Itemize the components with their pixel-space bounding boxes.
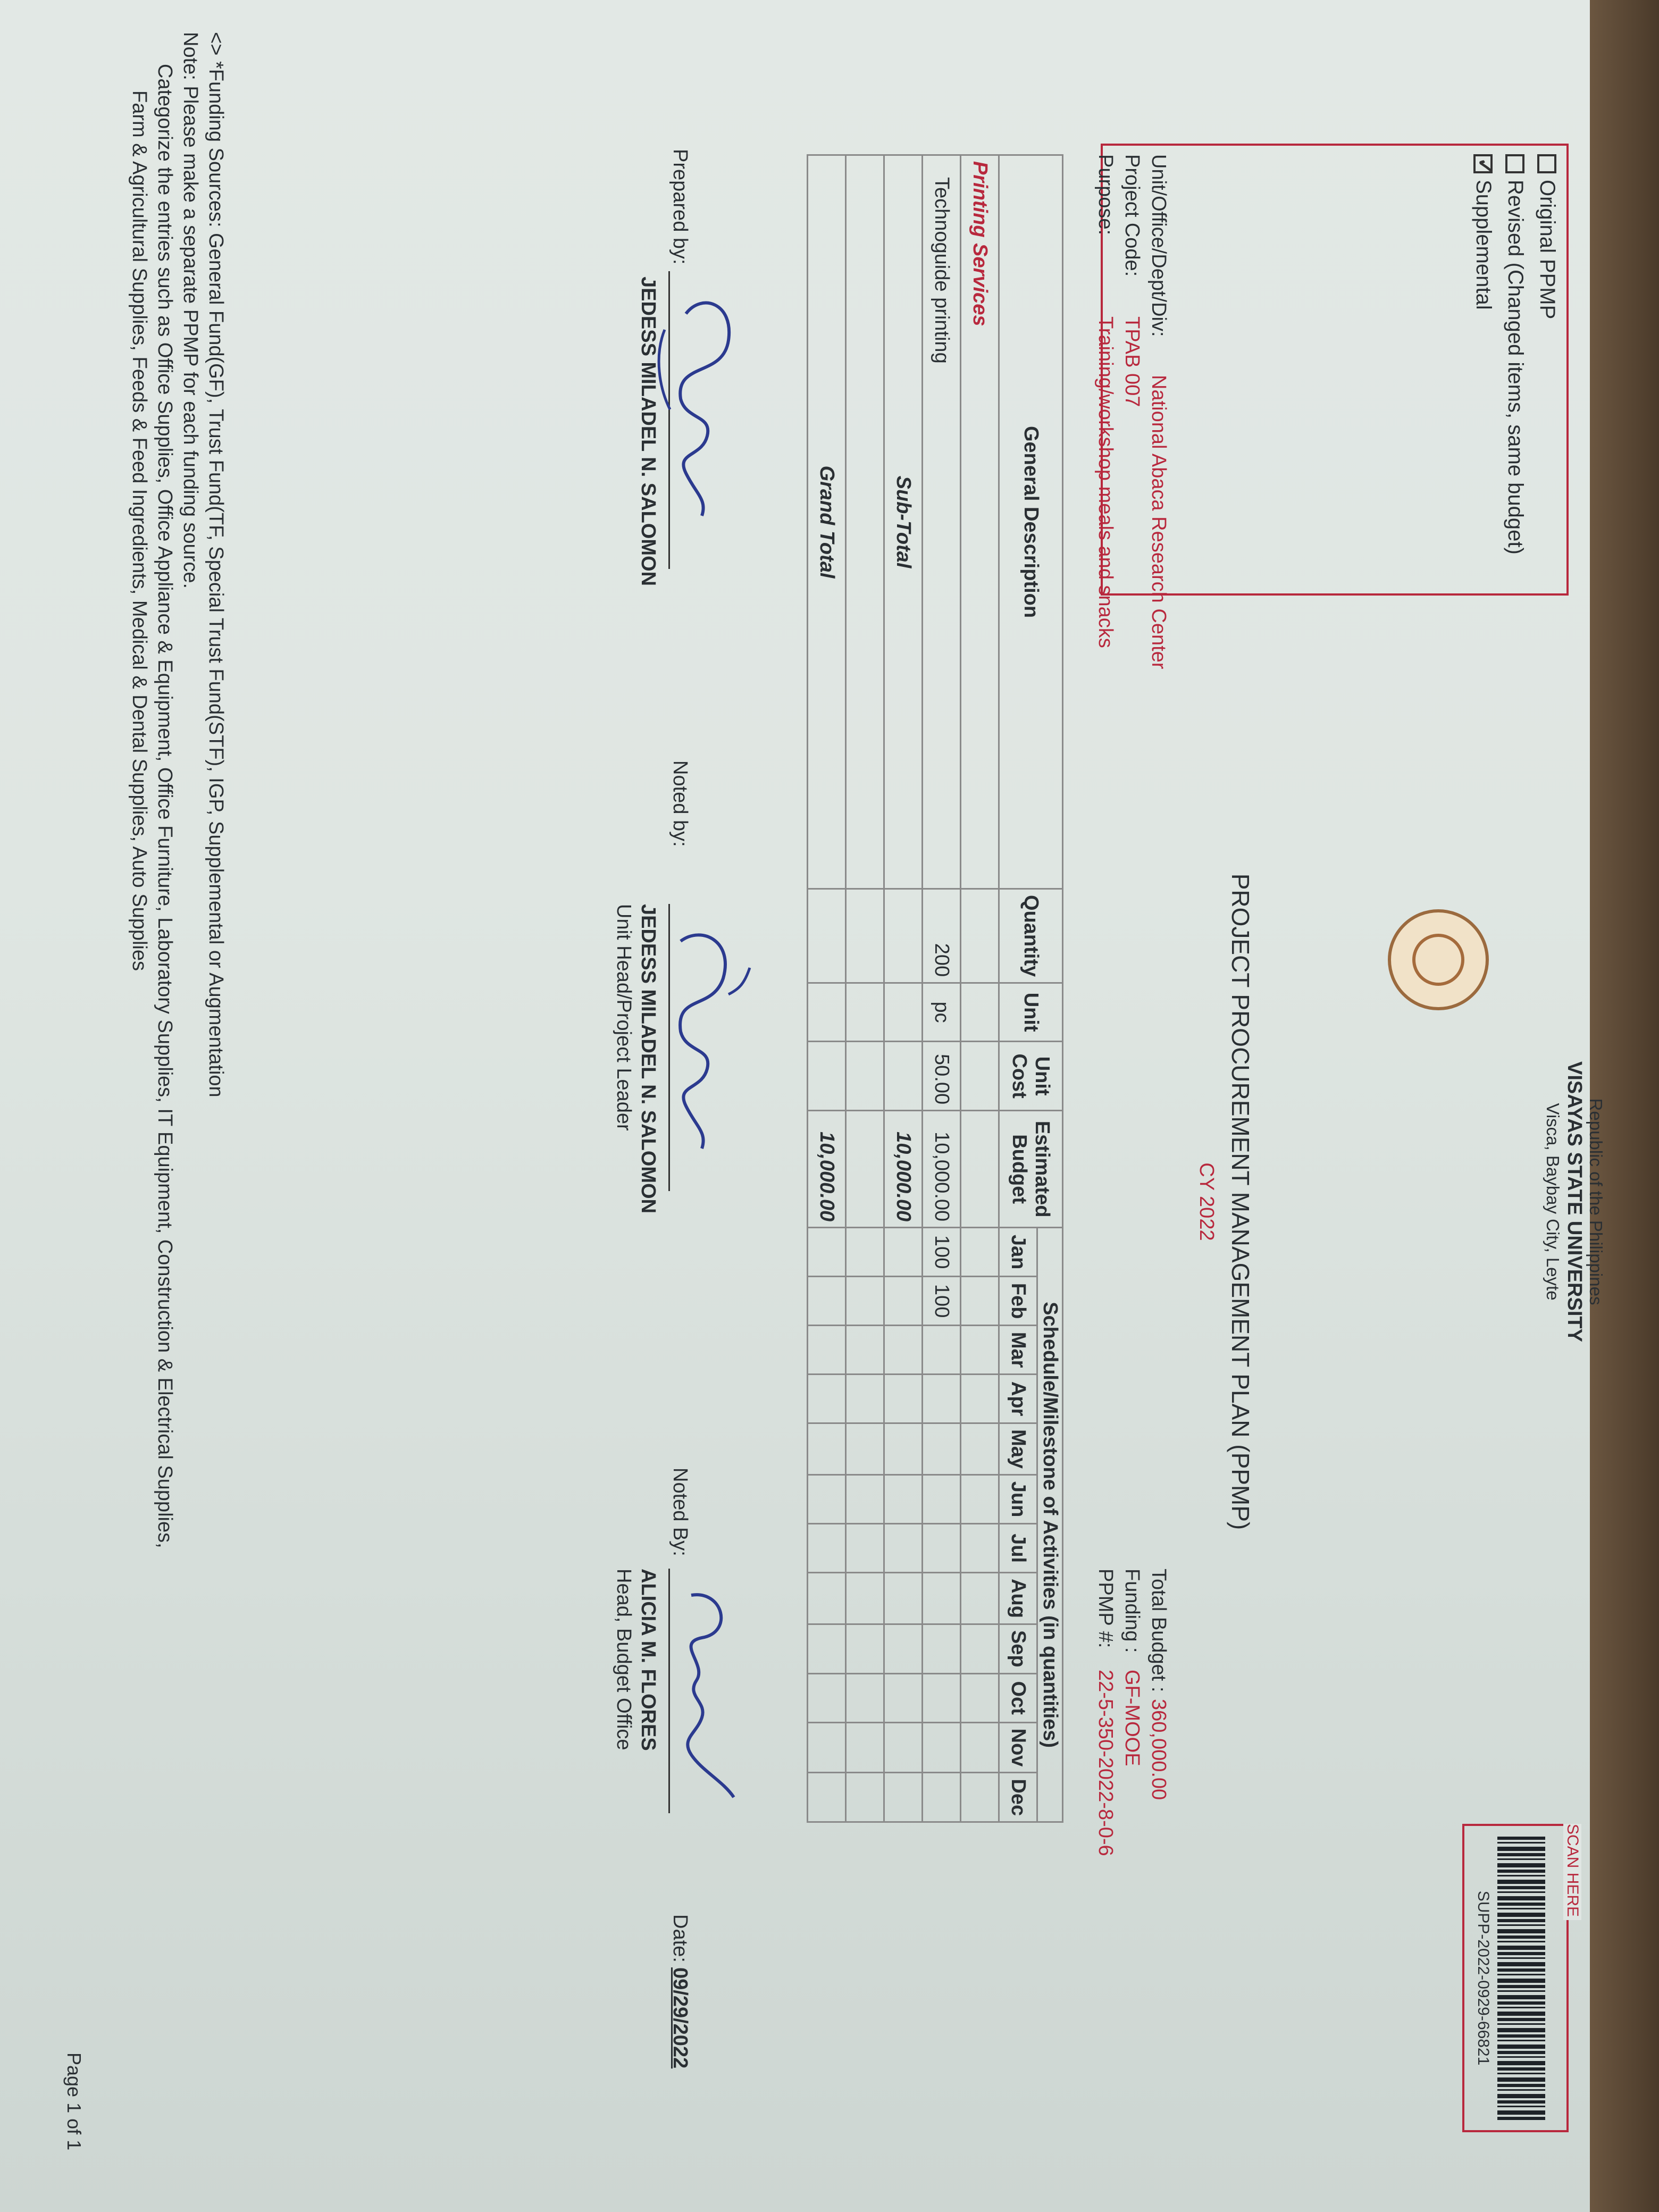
item-description: Technoguide printing: [923, 155, 961, 889]
item-unit: pc: [923, 983, 961, 1042]
month-header: Aug: [999, 1573, 1037, 1624]
procurement-table: [807, 154, 1063, 1823]
note-line: Categorize the entries such as Office Supplies, Office Appliance & Equipment, Office Furniture, Laboratory Supplies, IT Equipment, Construction & Electrical Supplies,: [154, 64, 176, 1548]
month-header: Dec: [999, 1773, 1037, 1822]
month-header: Mar: [999, 1326, 1037, 1375]
checkbox-original-ppmp[interactable]: [1535, 154, 1559, 319]
col-description: General Description: [999, 155, 1063, 889]
checkbox-label: Supplemental: [1472, 180, 1495, 310]
project-code-value: TPAB 007: [1121, 316, 1143, 407]
funding-value: GF-MOOE: [1121, 1670, 1143, 1766]
month-header: Apr: [999, 1375, 1037, 1423]
item-quantity: 200: [923, 889, 961, 983]
university-name: VISAYAS STATE UNIVERSITY: [1563, 1061, 1586, 1342]
month-header: Nov: [999, 1722, 1037, 1773]
table-row: [923, 155, 961, 1822]
item-feb: 100: [923, 1277, 961, 1326]
table-header-row: [1037, 155, 1063, 1822]
noted-by-title: Unit Head/Project Leader: [613, 904, 635, 1131]
category-label: Printing Services: [961, 155, 999, 889]
page-title: PROJECT PROCUREMENT MANAGEMENT PLAN (PPMP): [1227, 873, 1254, 1530]
month-header: Jul: [999, 1524, 1037, 1573]
republic-text: Republic of the Philippines: [1586, 1098, 1606, 1305]
item-jan: 100: [923, 1228, 961, 1277]
handwritten-signature: [643, 282, 766, 537]
checkbox-revised[interactable]: [1503, 154, 1527, 555]
date-label: Date:: [669, 1914, 691, 1963]
total-budget-value: 360,000.00: [1147, 1699, 1170, 1800]
col-quantity: Quantity: [999, 889, 1063, 983]
grandtotal-value: 10,000.00: [808, 1111, 846, 1228]
university-seal-icon: [1388, 909, 1489, 1010]
prepared-by-name: JEDESS MILADEL N. SALOMON: [637, 276, 659, 586]
item-estimated-budget: 10,000.00: [923, 1111, 961, 1228]
purpose-label: Purpose:: [1094, 154, 1117, 236]
scan-label: SCAN HERE: [1563, 1824, 1581, 1920]
ppmp-number-value: 22-5-350-2022-8-0-6: [1094, 1670, 1117, 1856]
handwritten-signature: [649, 1574, 755, 1808]
project-code-label: Project Code:: [1121, 154, 1143, 277]
subtotal-value: 10,000.00: [884, 1111, 923, 1228]
col-schedule: Schedule/Milestone of Activities (in quantities): [1037, 1228, 1063, 1822]
item-unit-cost: 50.00: [923, 1042, 961, 1111]
grandtotal-row: [808, 155, 846, 1822]
month-header: Jan: [999, 1228, 1037, 1277]
footer-notes: [127, 32, 229, 2159]
col-unit: Unit: [999, 983, 1063, 1042]
ppmp-form: [53, 32, 1627, 2169]
purpose-value: Training/workshop meals and snacks: [1094, 316, 1117, 648]
checkmark-icon: [1474, 154, 1493, 173]
month-header: Feb: [999, 1277, 1037, 1326]
university-address: Visca, Baybay City, Leyte: [1543, 1103, 1563, 1301]
handwritten-signature: [643, 915, 766, 1170]
checkbox-label: Original PPMP: [1536, 180, 1559, 320]
total-budget-label: Total Budget :: [1147, 1569, 1170, 1692]
barcode-number: SUPP-2022-0929-66821: [1474, 1890, 1492, 2066]
calendar-year: CY 2022: [1195, 1162, 1218, 1241]
checkbox-icon: [1538, 154, 1557, 173]
col-unit-cost: Unit Cost: [999, 1042, 1063, 1111]
ppmp-number-label: PPMP #:: [1094, 1569, 1117, 1648]
prepared-by-label: Prepared by:: [669, 149, 691, 265]
funding-sources-note: <> *Funding Sources: General Fund(GF), Trust Fund(TF, Special Trust Fund(STF), IGP, Supplemental or Augmentation: [205, 32, 227, 1097]
checkbox-icon: [1506, 154, 1525, 173]
subtotal-row: [884, 155, 923, 1822]
noted-by-budget-label: Noted By:: [669, 1468, 691, 1556]
month-header: May: [999, 1423, 1037, 1475]
budget-head-name: ALICIA M. FLORES: [637, 1569, 659, 1751]
unit-label: Unit/Office/Dept/Div:: [1147, 154, 1170, 337]
note-line: Farm & Agricultural Supplies, Feeds & Feed Ingredients, Medical & Dental Supplies, Auto Supplies: [128, 90, 150, 971]
noted-by-label: Noted by:: [669, 760, 691, 847]
month-header: Oct: [999, 1673, 1037, 1722]
checkbox-supplemental[interactable]: [1471, 154, 1495, 310]
subtotal-label: Sub-Total: [884, 155, 923, 889]
date-value: 09/29/2022: [669, 1967, 691, 2069]
unit-value: National Abaca Research Center: [1147, 375, 1170, 669]
month-header: Sep: [999, 1624, 1037, 1673]
noted-by-name: JEDESS MILADEL N. SALOMON: [637, 904, 659, 1214]
page-number: Page 1 of 1: [63, 2052, 85, 2151]
barcode-icon: [1497, 1837, 1545, 2122]
barcode-box: [1462, 1824, 1581, 2132]
funding-label: Funding :: [1121, 1569, 1143, 1653]
table-row: [846, 155, 884, 1822]
university-header: [1543, 1016, 1606, 1388]
month-header: Jun: [999, 1475, 1037, 1524]
col-estimated-budget: Estimated Budget: [999, 1111, 1063, 1228]
table-row: [961, 155, 999, 1822]
budget-head-title: Head, Budget Office: [613, 1569, 635, 1750]
note-line: Note: Please make a separate PPMP for each funding source.: [179, 32, 202, 589]
ppmp-type-checkboxes: [1101, 144, 1569, 596]
checkbox-label: Revised (Changed items, same budget): [1504, 180, 1527, 555]
grandtotal-label: Grand Total: [808, 155, 846, 889]
